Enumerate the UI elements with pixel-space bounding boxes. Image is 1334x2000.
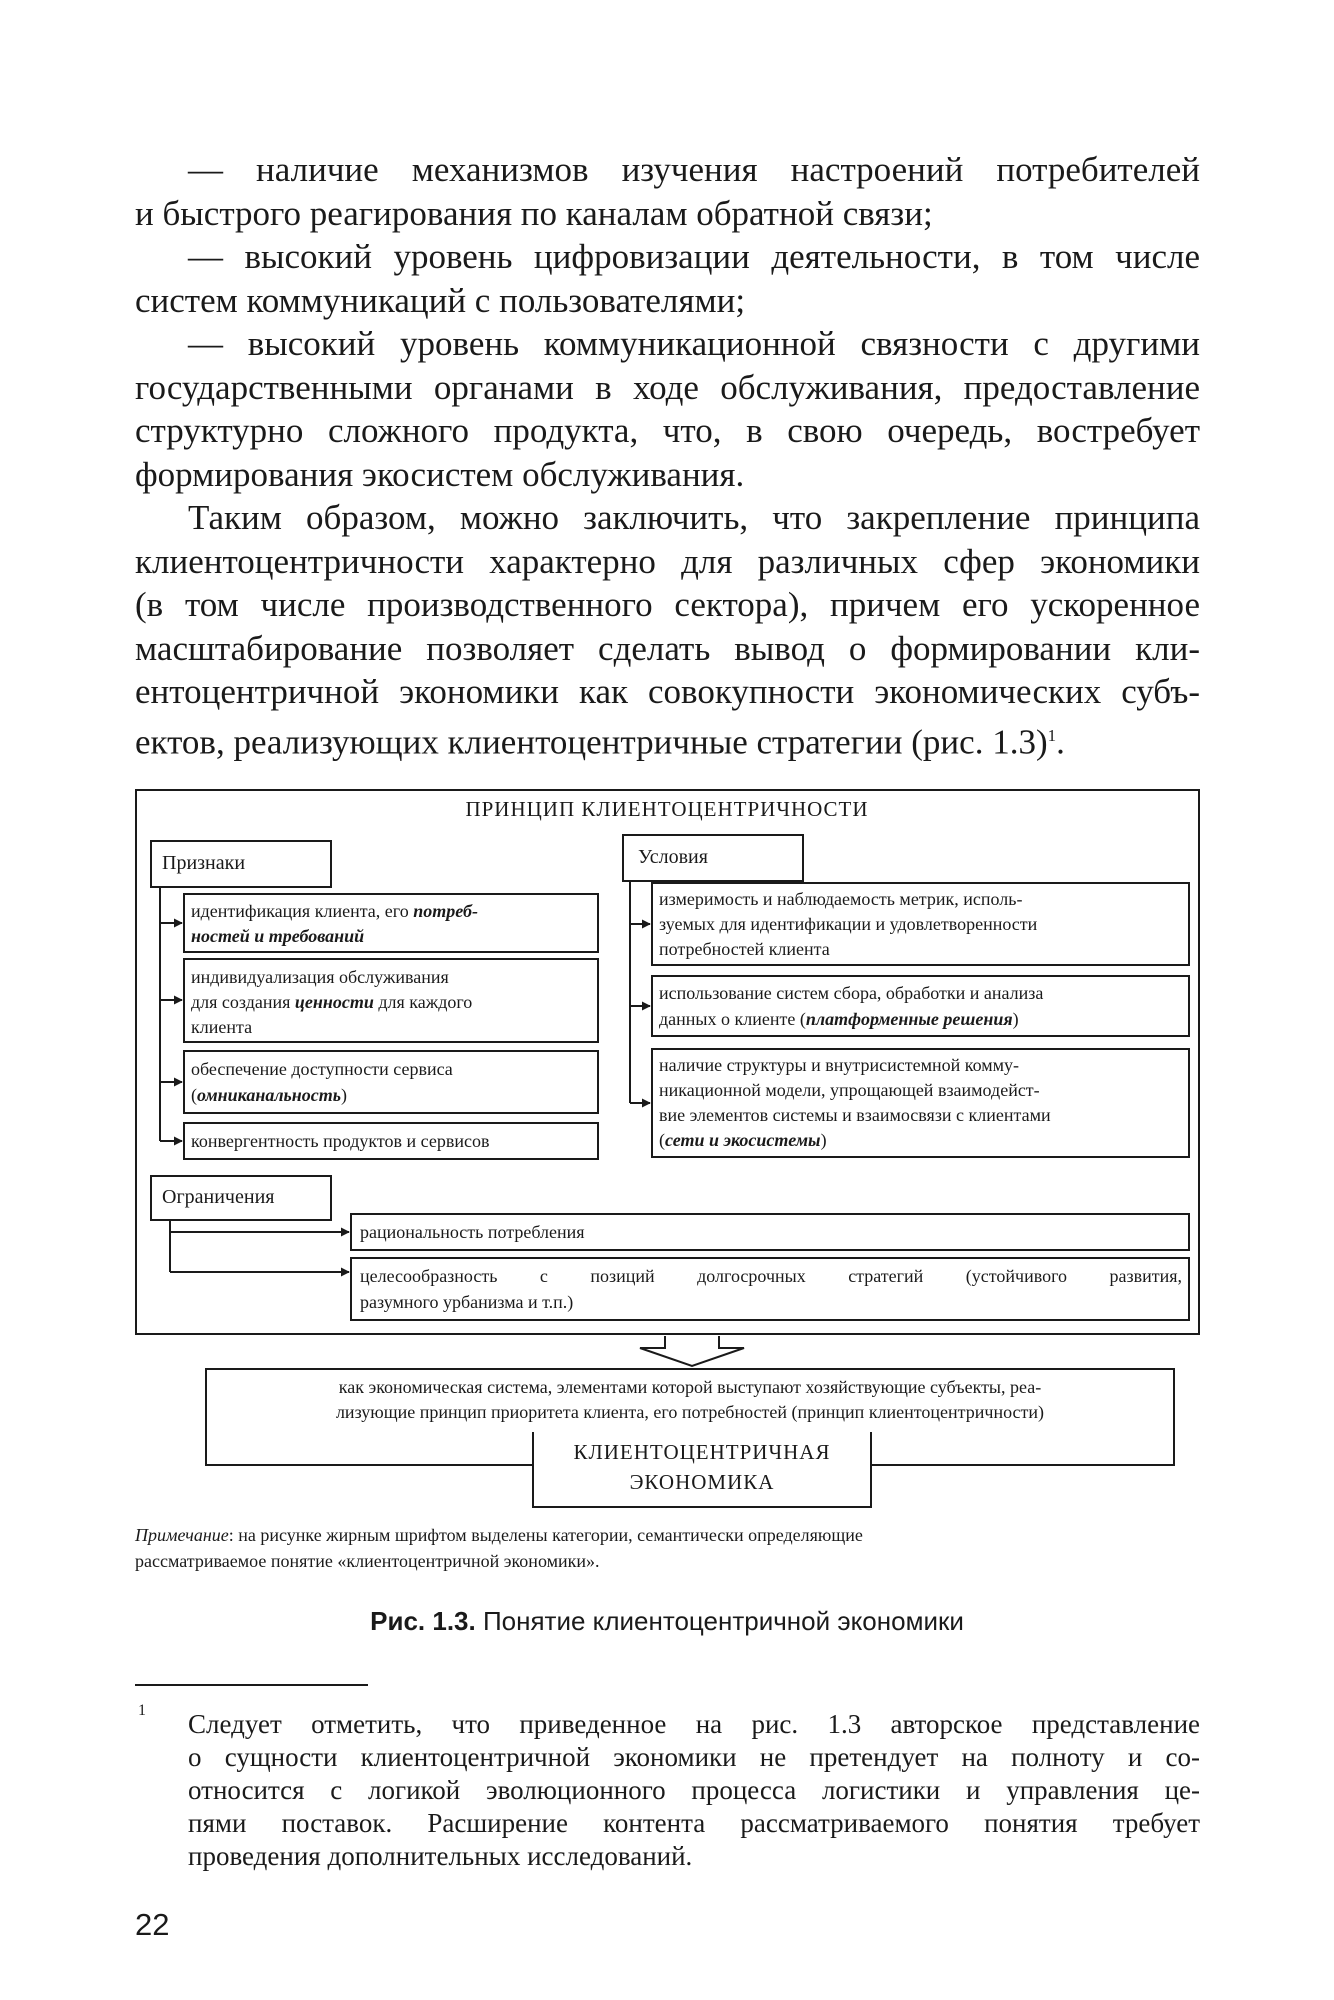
condition-text: (сети и экосистемы) [659, 1130, 827, 1150]
note-line: рассматриваемое понятие «клиентоцентричной экономики». [135, 1551, 600, 1571]
figure-caption: Рис. 1.3. Понятие клиентоцентричной экономики [370, 1606, 964, 1636]
body-line: ентоцентричной экономики как совокупности экономических субъ- [135, 672, 1200, 711]
footnote-line: пями поставок. Расширение контента рассматриваемого понятия требует [188, 1808, 1200, 1838]
sign-text: идентификация клиента, его потреб- [191, 901, 478, 921]
condition-text: измеримость и наблюдаемость метрик, исполь- [659, 889, 1023, 909]
limit-text: целесообразность с позиций долгосрочных стратегий (устойчивого развития, [360, 1266, 1182, 1286]
sign-text: ностей и требований [191, 926, 365, 946]
caption-label: Рис. 1.3. [370, 1606, 476, 1636]
limit-text: разумного урбанизма и т.п.) [360, 1292, 574, 1312]
condition-text: данных о клиенте (платформенные решения) [659, 1009, 1019, 1029]
limits-header: Ограничения [162, 1186, 275, 1208]
sign-text: индивидуализация обслуживания [191, 967, 449, 987]
conditions-header: Условия [638, 846, 708, 868]
economy-title-box [532, 1432, 872, 1508]
footnote-ref: 1 [1047, 726, 1057, 745]
footnote-mark: 1 [138, 1702, 146, 1719]
body-line: — высокий уровень цифровизации деятельности, в том числе [188, 237, 1200, 276]
economy-definition-text: лизующие принцип приоритета клиента, его потребностей (принцип клиентоцентричности) [335, 1402, 1045, 1422]
down-arrow-icon [640, 1336, 744, 1366]
footnote-line: относится с логикой эволюционного процесса логистики и управления це- [188, 1775, 1200, 1805]
sign-text: для создания ценности для каждого [191, 992, 473, 1012]
footnote-line: о сущности клиентоцентричной экономики не претендует на полноту и со- [188, 1742, 1200, 1772]
footnote-separator [135, 1684, 368, 1686]
sign-text: обеспечение доступности сервиса [191, 1059, 453, 1079]
page-number: 22 [135, 1907, 170, 1942]
principle-title: ПРИНЦИП КЛИЕНТОЦЕНТРИЧНОСТИ [465, 797, 869, 821]
body-line: (в том числе производственного сектора), причем его ускоренное [135, 585, 1200, 624]
body-line: — наличие механизмов изучения настроений потребителей [188, 150, 1200, 189]
footnote-line: проведения дополнительных исследований. [188, 1841, 693, 1871]
body-line: формирования экосистем обслуживания. [135, 455, 745, 494]
condition-text: наличие структуры и внутрисистемной комму- [659, 1055, 1020, 1075]
signs-header: Признаки [162, 852, 246, 874]
footnote-line: Следует отметить, что приведенное на рис. 1.3 авторское представление [188, 1709, 1200, 1739]
body-line: ектов, реализующих клиентоцентричные стратегии (рис. 1.3)$^1$. [135, 722, 1065, 762]
economy-definition-text: как экономическая система, элементами которой выступают хозяйствующие субъекты, реа- [338, 1377, 1042, 1397]
body-line: структурно сложного продукта, что, в свою очередь, востребует [135, 411, 1200, 450]
sign-text: клиента [191, 1017, 253, 1037]
sign-text: конвергентность продуктов и сервисов [191, 1131, 490, 1151]
limit-text: рациональность потребления [360, 1222, 585, 1242]
body-line: систем коммуникаций с пользователями; [135, 281, 746, 320]
body-line: — высокий уровень коммуникационной связности с другими [188, 324, 1200, 363]
condition-text: вие элементов системы и взаимосвязи с клиентами [659, 1105, 1051, 1125]
note-label: Примечание [135, 1525, 229, 1545]
condition-text: зуемых для идентификации и удовлетворенности [659, 914, 1038, 934]
body-line: Таким образом, можно заключить, что закрепление принципа [188, 498, 1200, 537]
economy-title: ЭКОНОМИКА [629, 1470, 775, 1494]
sign-text: (омниканальность) [191, 1085, 347, 1105]
condition-text: никационной модели, упрощающей взаимодейст- [659, 1080, 1040, 1100]
body-line: клиентоцентричности характерно для различных сфер экономики [135, 542, 1200, 581]
body-line: и быстрого реагирования по каналам обратной связи; [135, 194, 933, 233]
condition-text: потребностей клиента [659, 939, 830, 959]
body-line: государственными органами в ходе обслуживания, предоставление [135, 368, 1200, 407]
condition-text: использование систем сбора, обработки и анализа [659, 983, 1044, 1003]
economy-title: КЛИЕНТОЦЕНТРИЧНАЯ [573, 1440, 831, 1464]
body-line: масштабирование позволяет сделать вывод о формировании кли- [135, 629, 1200, 668]
note-line: Примечание: на рисунке жирным шрифтом выделены категории, семантически определяющие [135, 1525, 863, 1545]
